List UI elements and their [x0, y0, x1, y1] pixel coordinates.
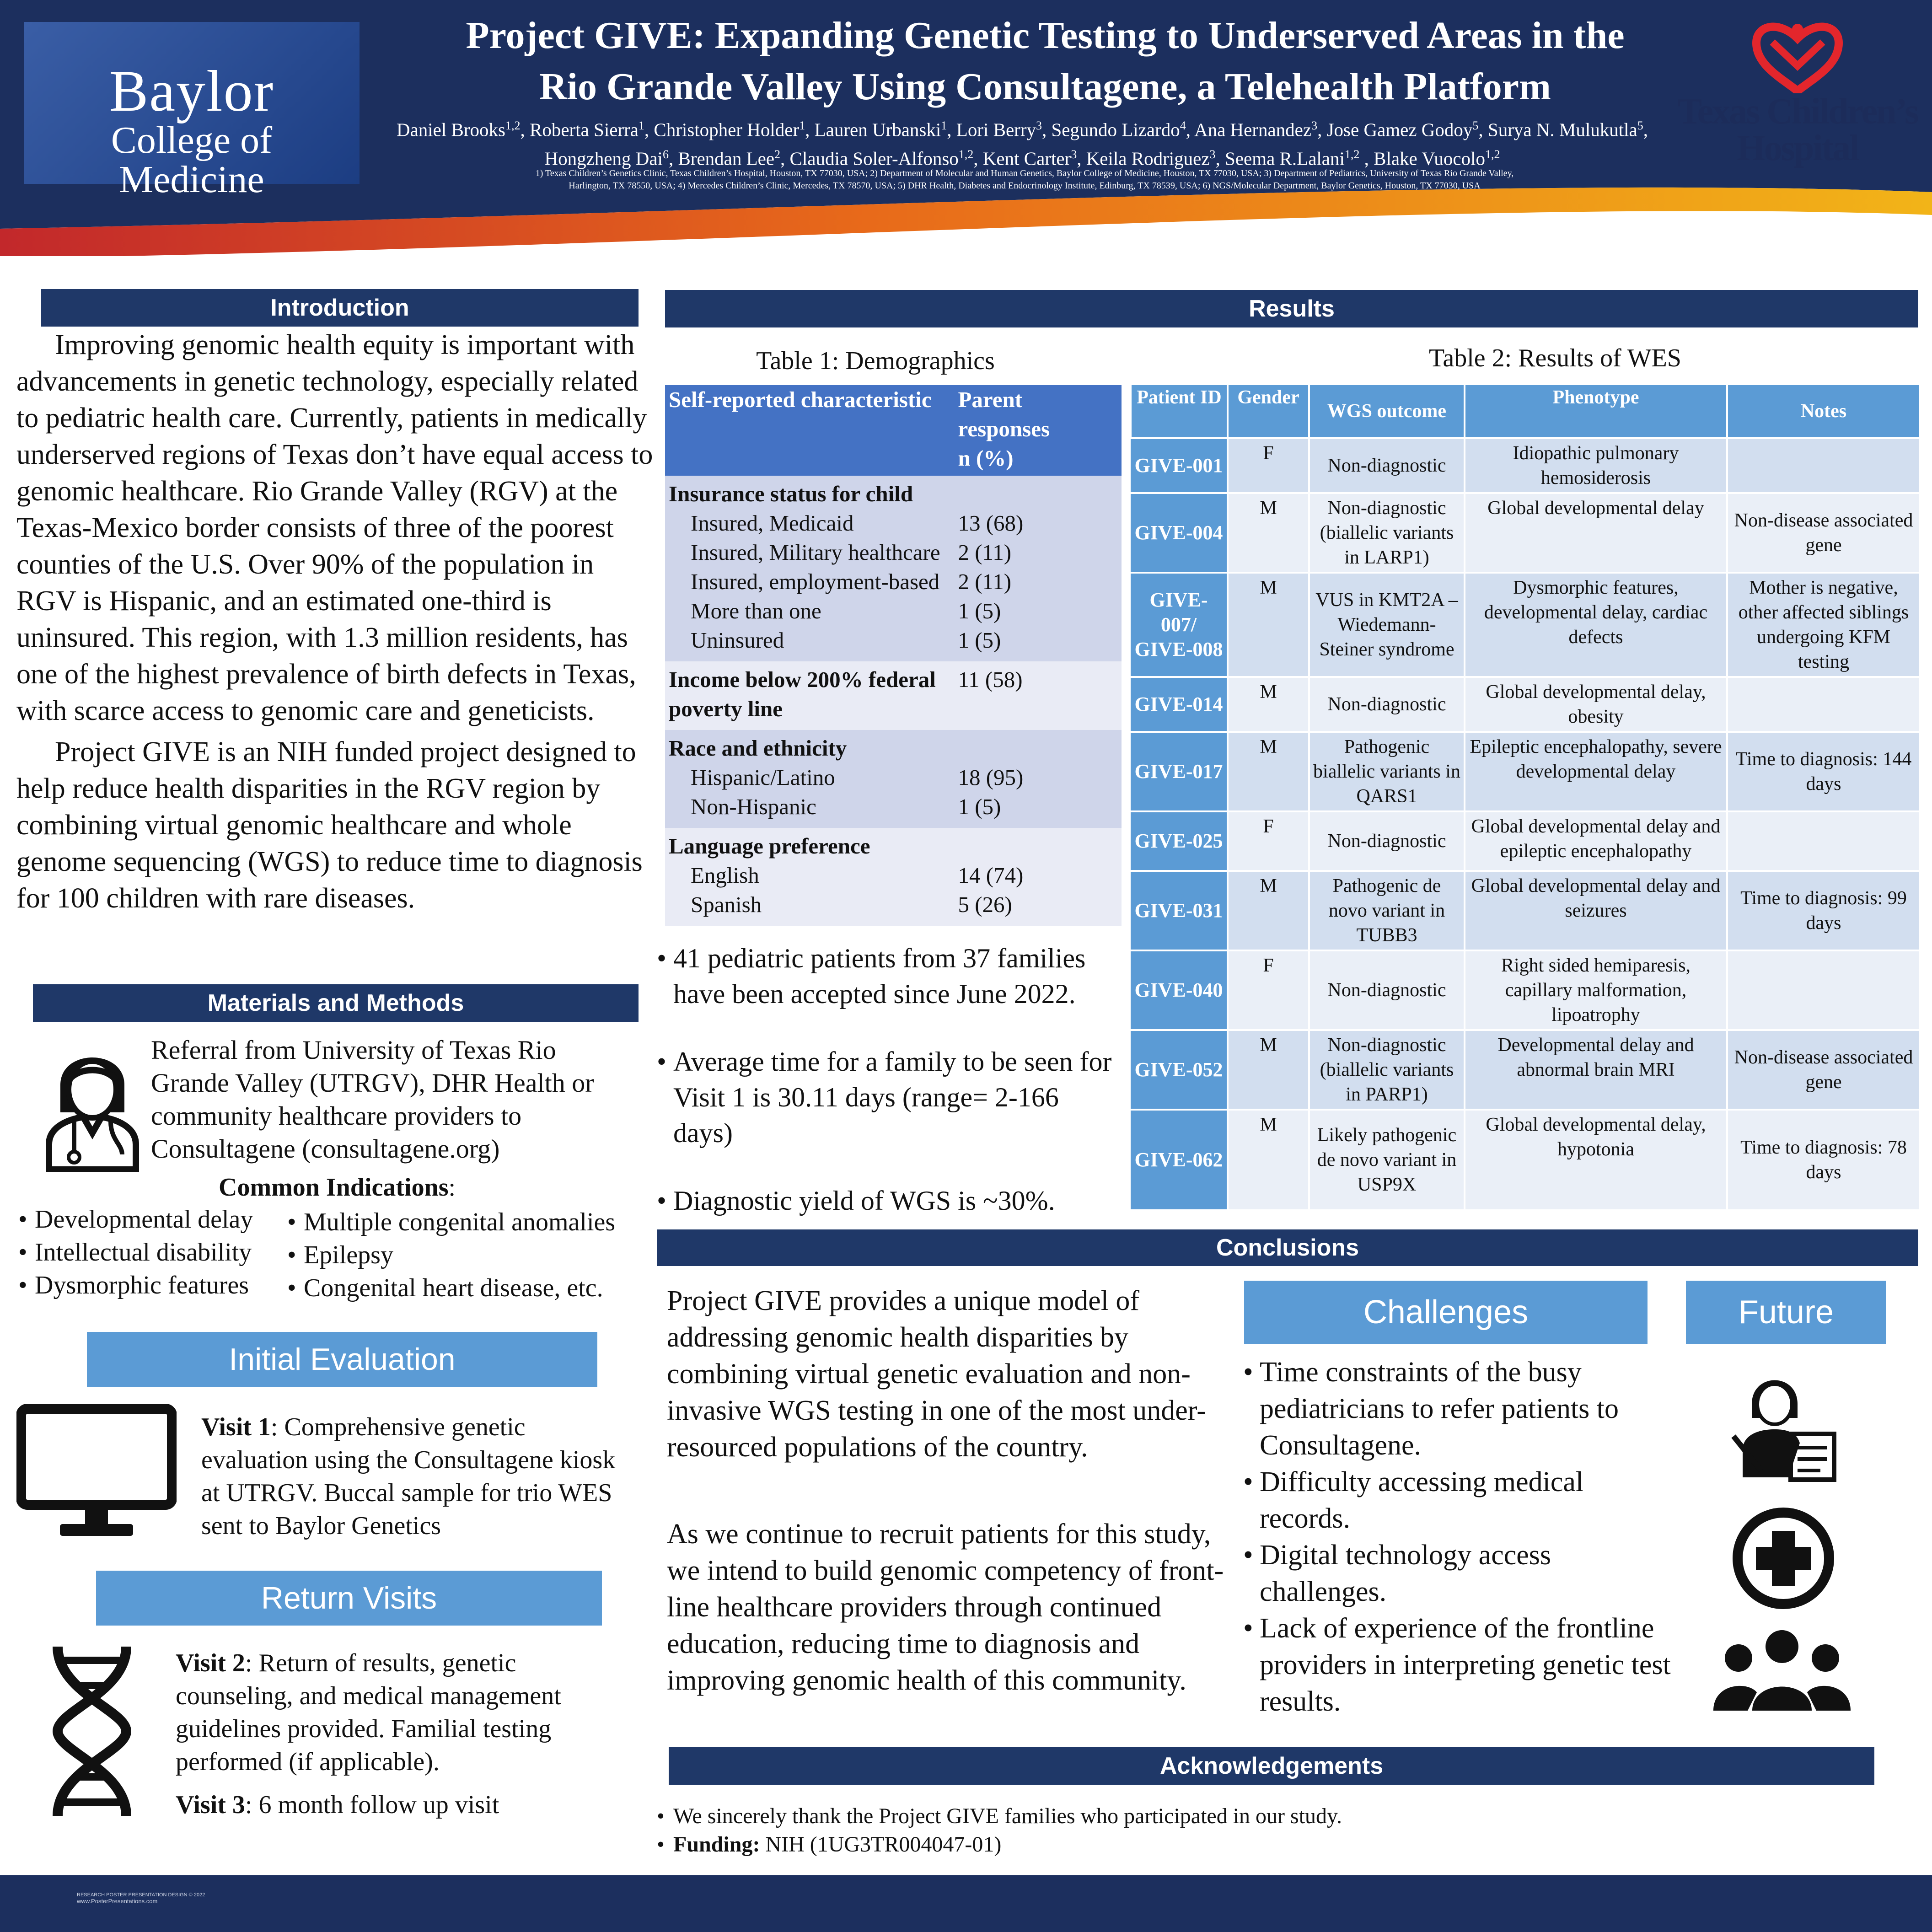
author-affiliation-number: 3 — [1036, 119, 1042, 132]
author-affiliation-number: 3 — [1071, 147, 1077, 161]
author-name: Keila Rodriguez — [1086, 148, 1210, 169]
author-affiliation-number: 1,2 — [1485, 147, 1500, 161]
table-cell: M — [1228, 493, 1309, 573]
results-bullet: • Diagnostic yield of WGS is ~30%. — [657, 1183, 1119, 1218]
author-affiliation-number: 5 — [1472, 119, 1479, 132]
table-row — [1131, 732, 1920, 811]
table-cell — [1727, 811, 1920, 871]
logo-line-1: Baylor — [109, 59, 274, 123]
table-cell: GIVE-025 — [1131, 811, 1228, 871]
author-name: Roberta Sierra — [529, 119, 639, 140]
characteristic-label: Spanish — [691, 892, 762, 917]
characteristic-value: 18 (95) — [958, 765, 1024, 790]
author-affiliation-number: 6 — [662, 147, 669, 161]
table-cell: GIVE-017 — [1131, 732, 1228, 811]
table-header-cell: WGS outcome — [1309, 384, 1465, 438]
table-cell: Right sided hemiparesis, capillary malformation, lipoatrophy — [1465, 950, 1727, 1030]
group-value: 11 (58) — [958, 667, 1023, 692]
table-cell: Global developmental delay, obesity — [1465, 677, 1727, 732]
table-cell: Non-diagnostic — [1309, 438, 1465, 493]
referral-text: Referral from University of Texas Rio Grande Valley (UTRGV), DHR Health or community healthcare providers to Consultagene (consultagene.org) — [151, 1035, 594, 1164]
conclusions-heading: Conclusions — [657, 1229, 1918, 1266]
title-line-2: Rio Grande Valley Using Consultagene, a Telehealth Platform — [539, 65, 1551, 108]
author-affiliation-number: 1,2 — [958, 147, 974, 161]
table-cell — [665, 476, 954, 661]
table-cell: M — [1228, 732, 1309, 811]
table-cell: Non-disease associated gene — [1727, 493, 1920, 573]
visit-1-text — [201, 1411, 622, 1542]
table-row — [665, 730, 1122, 828]
header-line: Parent — [958, 387, 1023, 412]
table-cell: F — [1228, 950, 1309, 1030]
table-row — [1131, 573, 1920, 677]
monitor-icon — [16, 1404, 177, 1541]
author-name: Brendan Lee — [678, 148, 775, 169]
results-heading: Results — [665, 290, 1918, 327]
table-cell: Developmental delay and abnormal brain MRI — [1465, 1030, 1727, 1110]
table-cell: Global developmental delay — [1465, 493, 1727, 573]
group-title: Race and ethnicity — [669, 735, 847, 761]
affiliations-line-2: Harlington, TX 78550, USA; 4) Mercedes Children’s Clinic, Mercedes, TX 78570, USA; 5) DHR Health, Diabetes and Endocrinology Institute, Edinburg, TX 78539, USA; 6) NGS/Molecular Department, Baylor Genetics, Houston, TX 77030, USA — [569, 181, 1481, 191]
characteristic-label: Uninsured — [691, 628, 784, 653]
poster-title — [375, 10, 1715, 113]
characteristic-value: 2 (11) — [958, 569, 1012, 594]
table-cell: F — [1228, 811, 1309, 871]
funding-text: NIH (1UG3TR004047-01) — [760, 1832, 1002, 1857]
table-row — [1131, 677, 1920, 732]
table-cell: F — [1228, 438, 1309, 493]
author-name: Daniel Brooks — [396, 119, 505, 140]
indications-list-2 — [287, 1206, 662, 1304]
introduction-body — [16, 327, 657, 917]
table-cell: Pathogenic biallelic variants in QARS1 — [1309, 732, 1465, 811]
characteristic-label: Insured, Medicaid — [691, 510, 854, 536]
header-line: n (%) — [958, 445, 1014, 471]
author-name: Claudia Soler-Alfonso — [789, 148, 959, 169]
tch-name-line-1: Texas Children’s — [1677, 91, 1918, 132]
table-row — [1131, 438, 1920, 493]
logo-line-3: Medicine — [119, 158, 264, 201]
table-cell: Non-diagnostic — [1309, 950, 1465, 1030]
table-row — [1131, 1030, 1920, 1110]
author-affiliation-number: 1,2 — [505, 119, 521, 132]
characteristic-value: 1 (5) — [958, 628, 1001, 653]
introduction-paragraph-1: Improving genomic health equity is important with advancements in genetic technology, especially related to pediatric health care. Currently, patients in medically underserved regions of Texas don’t have equal access to genomic healthcare. Rio Grande Valley (RGV) at the Texas-Mexico border consists of three of the poorest counties of the U.S. Over 90% of the population in RGV is Hispanic, and an estimated one-third is uninsured. This region, with 1.3 million residents, has one of the highest prevalence of birth defects in Texas, with scarce access to genomic care and geneticists. — [16, 329, 653, 726]
table-cell: GIVE-014 — [1131, 677, 1228, 732]
acknowledgement-funding — [657, 1830, 1846, 1859]
results-bullet: • 41 pediatric patients from 37 families have been accepted since June 2022. — [657, 940, 1119, 1012]
characteristic-label: English — [691, 863, 759, 888]
characteristic-label: Insured, employment-based — [691, 569, 940, 594]
affiliations-line-1: 1) Texas Children’s Genetics Clinic, Texas Children’s Hospital, Houston, TX 77030, USA; 2) Department of Molecular and Human Genetics, Baylor College of Medicine, Houston, TX 77030, USA; 3) Department of Pediatrics, University of Texas Rio Grande Valley, — [535, 168, 1514, 178]
table-row — [1131, 811, 1920, 871]
table-cell: Mother is negative, other affected siblings undergoing KFM testing — [1727, 573, 1920, 677]
group-title: Insurance status for child — [669, 481, 913, 506]
challenge-item: • Difficulty accessing medical records. — [1243, 1464, 1673, 1537]
table-cell: Non-diagnostic (biallelic variants in PARP1) — [1309, 1030, 1465, 1110]
table-cell: M — [1228, 871, 1309, 950]
table-cell: Time to diagnosis: 144 days — [1727, 732, 1920, 811]
characteristic-label: More than one — [691, 598, 821, 623]
conclusions-paragraph-2: As we continue to recruit patients for this study, we intend to build genomic competency of front-line healthcare providers through continued education, reducing time to diagnosis and improving genomic health of this community. — [667, 1519, 1224, 1696]
visit-1-description: : Comprehensive genetic evaluation using the Consultagene kiosk at UTRGV. Buccal sample for trio WES sent to Baylor Genetics — [201, 1413, 616, 1540]
author-name: Christopher Holder — [654, 119, 800, 140]
author-name: Segundo Lizardo — [1051, 119, 1180, 140]
table-cell: GIVE-001 — [1131, 438, 1228, 493]
table-cell: Non-diagnostic — [1309, 677, 1465, 732]
author-list: Daniel Brooks$^{1,2}$, Roberta Sierra$^1$, Christopher Holder$^1$, Lauren Urbanski$^1$, Lori Berry$^3$, Segundo Lizardo$^4$, Ana Hernandez$^3$, Jose Gamez Godoy$^5$, Surya N. Mulukutla$^5$, Hongzheng Dai$^6$, Brendan Lee$^2$, Claudia Soler-Alfonso$^{1,2}$, Kent Carter$^3$, Keila Rodriguez$^3$, Seema R.Lalani$^{1,2}$ , Blake Vuocolo$^{1,2}$ — [396, 119, 1648, 169]
table-cell — [665, 828, 954, 926]
challenge-item: • Time constraints of the busy pediatricians to refer patients to Consultagene. — [1243, 1354, 1673, 1464]
results-bullet: • Average time for a family to be seen for Visit 1 is 30.11 days (range= 2-166 days) — [657, 1044, 1119, 1151]
author-name: Hongzheng Dai — [544, 148, 663, 169]
characteristic-label: Non-Hispanic — [691, 794, 816, 819]
table-cell — [1727, 950, 1920, 1030]
footer-bar — [0, 1875, 1932, 1932]
table-row — [1131, 871, 1920, 950]
table-cell — [665, 730, 954, 828]
table-cell: GIVE-062 — [1131, 1110, 1228, 1210]
table-cell: M — [1228, 1030, 1309, 1110]
table-cell: Pathogenic de novo variant in TUBB3 — [1309, 871, 1465, 950]
table-cell: M — [1228, 677, 1309, 732]
indication-item: • Dysmorphic features — [18, 1269, 302, 1302]
indication-item: • Multiple congenital anomalies — [287, 1206, 662, 1239]
future-heading: Future — [1686, 1281, 1886, 1344]
author-name: Jose Gamez Godoy — [1326, 119, 1473, 140]
author-name: Kent Carter — [982, 148, 1071, 169]
tch-heart-icon — [1747, 16, 1848, 93]
characteristic-value: 2 (11) — [958, 540, 1012, 565]
people-group-icon — [1713, 1624, 1851, 1715]
table-cell: Non-diagnostic — [1309, 811, 1465, 871]
footer-credit — [77, 1892, 205, 1905]
indication-item: • Intellectual disability — [18, 1236, 302, 1269]
table-2-caption: Table 2: Results of WES — [1429, 344, 1681, 372]
table-cell — [1727, 677, 1920, 732]
table-cell: GIVE-031 — [1131, 871, 1228, 950]
table-cell: Idiopathic pulmonary hemosiderosis — [1465, 438, 1727, 493]
author-affiliation-number: 1 — [941, 119, 947, 132]
table-cell: VUS in KMT2A –Wiedemann-Steiner syndrome — [1309, 573, 1465, 677]
table-header-cell — [954, 385, 1122, 476]
author-affiliation-number: 1,2 — [1344, 147, 1360, 161]
table-cell: Time to diagnosis: 78 days — [1727, 1110, 1920, 1210]
group-title: Language preference — [669, 833, 870, 859]
author-name: Lori Berry — [956, 119, 1036, 140]
teacher-icon — [1729, 1368, 1839, 1482]
table-cell: GIVE-004 — [1131, 493, 1228, 573]
table-cell: M — [1228, 1110, 1309, 1210]
table-cell — [954, 661, 1122, 730]
author-affiliation-number: 5 — [1637, 119, 1643, 132]
table-cell — [954, 828, 1122, 926]
table-row — [665, 828, 1122, 926]
medical-cross-icon — [1731, 1506, 1836, 1611]
acknowledgements-list — [657, 1802, 1846, 1859]
group-title: Income below 200% federal poverty line — [669, 667, 936, 721]
common-indications-label: Common Indications: — [219, 1173, 456, 1202]
characteristic-value: 14 (74) — [958, 863, 1024, 888]
author-affiliation-number: 3 — [1311, 119, 1318, 132]
table-header-cell: Notes — [1727, 384, 1920, 438]
author-name: Seema R.Lalani — [1225, 148, 1345, 169]
visit-1-label: Visit 1 — [201, 1413, 271, 1441]
table-1-caption: Table 1: Demographics — [756, 347, 995, 375]
author-name: Blake Vuocolo — [1374, 148, 1486, 169]
visit-2-label: Visit 2 — [176, 1649, 245, 1677]
introduction-paragraph-2: Project GIVE is an NIH funded project designed to help reduce health disparities in the RGV region by combining virtual genomic healthcare and whole genome sequencing (WGS) to reduce time to diagnosis for 100 children with rare diseases. — [16, 736, 643, 914]
visit-3-text — [176, 1788, 615, 1821]
acknowledgements-heading: Acknowledgements — [669, 1747, 1874, 1785]
challenge-item: • Digital technology access challenges. — [1243, 1537, 1673, 1610]
table-cell — [1727, 438, 1920, 493]
author-affiliation-number: 1 — [799, 119, 805, 132]
table-cell — [954, 730, 1122, 828]
table-row — [1131, 1110, 1920, 1210]
indications-label-text: Common Indications — [219, 1173, 449, 1202]
challenges-list — [1243, 1354, 1673, 1720]
demographics-table — [665, 385, 1122, 926]
methods-heading: Materials and Methods — [33, 984, 639, 1022]
visit-2-text — [176, 1647, 615, 1778]
table-cell: Non-disease associated gene — [1727, 1030, 1920, 1110]
acknowledgement-thanks: • We sincerely thank the Project GIVE families who participated in our study. — [657, 1802, 1846, 1830]
table-cell: Global developmental delay and epileptic encephalopathy — [1465, 811, 1727, 871]
indication-item: • Congenital heart disease, etc. — [287, 1272, 662, 1304]
table-header-cell: Gender — [1228, 384, 1309, 438]
header-line: responses — [958, 416, 1050, 441]
indication-item: • Developmental delay — [18, 1203, 302, 1236]
wes-results-table-body — [1131, 438, 1920, 1210]
table-cell — [954, 476, 1122, 661]
funding-label: Funding: — [673, 1832, 760, 1857]
table-cell: GIVE-040 — [1131, 950, 1228, 1030]
introduction-heading: Introduction — [41, 289, 639, 327]
author-affiliation-number: 4 — [1180, 119, 1186, 132]
characteristic-value: 5 (26) — [958, 892, 1012, 917]
footer-line-2: www.PosterPresentations.com — [77, 1898, 158, 1905]
table-cell: Time to diagnosis: 99 days — [1727, 871, 1920, 950]
baylor-college-of-medicine-logo — [24, 22, 360, 201]
texas-childrens-hospital-logo — [1674, 16, 1921, 189]
author-affiliation-number: 1 — [638, 119, 644, 132]
table-cell: Global developmental delay, hypotonia — [1465, 1110, 1727, 1210]
footer-line-1: RESEARCH POSTER PRESENTATION DESIGN © 2022 — [77, 1892, 205, 1898]
author-affiliation-number: 3 — [1209, 147, 1216, 161]
author-name: Lauren Urbanski — [814, 119, 941, 140]
challenge-item: • Lack of experience of the frontline providers in interpreting genetic test results. — [1243, 1610, 1673, 1720]
table-header-row — [665, 385, 1122, 476]
characteristic-label: Hispanic/Latino — [691, 765, 835, 790]
characteristic-value: 1 (5) — [958, 598, 1001, 623]
indications-list-1 — [18, 1203, 302, 1302]
table-row — [1131, 493, 1920, 573]
table-header-cell: Self-reported characteristic — [665, 385, 954, 476]
dna-icon — [44, 1642, 140, 1820]
table-row — [665, 476, 1122, 661]
demographics-table-body — [665, 476, 1122, 926]
table-cell: Dysmorphic features, developmental delay, cardiac defects — [1465, 573, 1727, 677]
author-name: Ana Hernandez — [1194, 119, 1312, 140]
table-cell: Non-diagnostic (biallelic variants in LARP1) — [1309, 493, 1465, 573]
results-bullets — [657, 940, 1119, 1218]
table-cell: Epileptic encephalopathy, severe developmental delay — [1465, 732, 1727, 811]
table-header-cell: Phenotype — [1465, 384, 1727, 438]
wes-results-table — [1130, 383, 1921, 1211]
title-line-1: Project GIVE: Expanding Genetic Testing to Underserved Areas in the — [466, 14, 1625, 57]
initial-evaluation-heading: Initial Evaluation — [87, 1332, 597, 1387]
affiliations — [384, 167, 1665, 192]
table-row — [665, 661, 1122, 730]
table-header-row — [1131, 384, 1920, 438]
table-row — [1131, 950, 1920, 1030]
table-cell: GIVE-052 — [1131, 1030, 1228, 1110]
tch-name-line-2: Hospital — [1737, 128, 1858, 168]
conclusions-paragraph-1: Project GIVE provides a unique model of addressing genomic health disparities by combining virtual genetic evaluation and non-invasive WGS testing in one of the most under-resourced populations of the country. — [667, 1285, 1206, 1463]
table-cell: Likely pathogenic de novo variant in USP9X — [1309, 1110, 1465, 1210]
doctor-icon — [42, 1035, 143, 1172]
visit-3-label: Visit 3 — [176, 1791, 245, 1819]
table-cell: M — [1228, 573, 1309, 677]
author-affiliation-number: 2 — [774, 147, 781, 161]
challenges-heading: Challenges — [1244, 1281, 1648, 1344]
visit-2-description: : Return of results, genetic counseling, and medical management guidelines provided. Familial testing performed (if applicable). — [176, 1649, 561, 1776]
author-name: Surya N. Mulukutla — [1487, 119, 1637, 140]
table-header-cell: Patient ID — [1131, 384, 1228, 438]
indication-item: • Epilepsy — [287, 1239, 662, 1272]
table-cell — [665, 661, 954, 730]
characteristic-value: 13 (68) — [958, 510, 1024, 536]
characteristic-value: 1 (5) — [958, 794, 1001, 819]
table-cell: GIVE-007/ GIVE-008 — [1131, 573, 1228, 677]
visit-3-description: : 6 month follow up visit — [245, 1791, 499, 1819]
return-visits-heading: Return Visits — [96, 1571, 602, 1626]
logo-line-2: College of — [111, 119, 273, 161]
table-cell: Global developmental delay and seizures — [1465, 871, 1727, 950]
characteristic-label: Insured, Military healthcare — [691, 540, 940, 565]
